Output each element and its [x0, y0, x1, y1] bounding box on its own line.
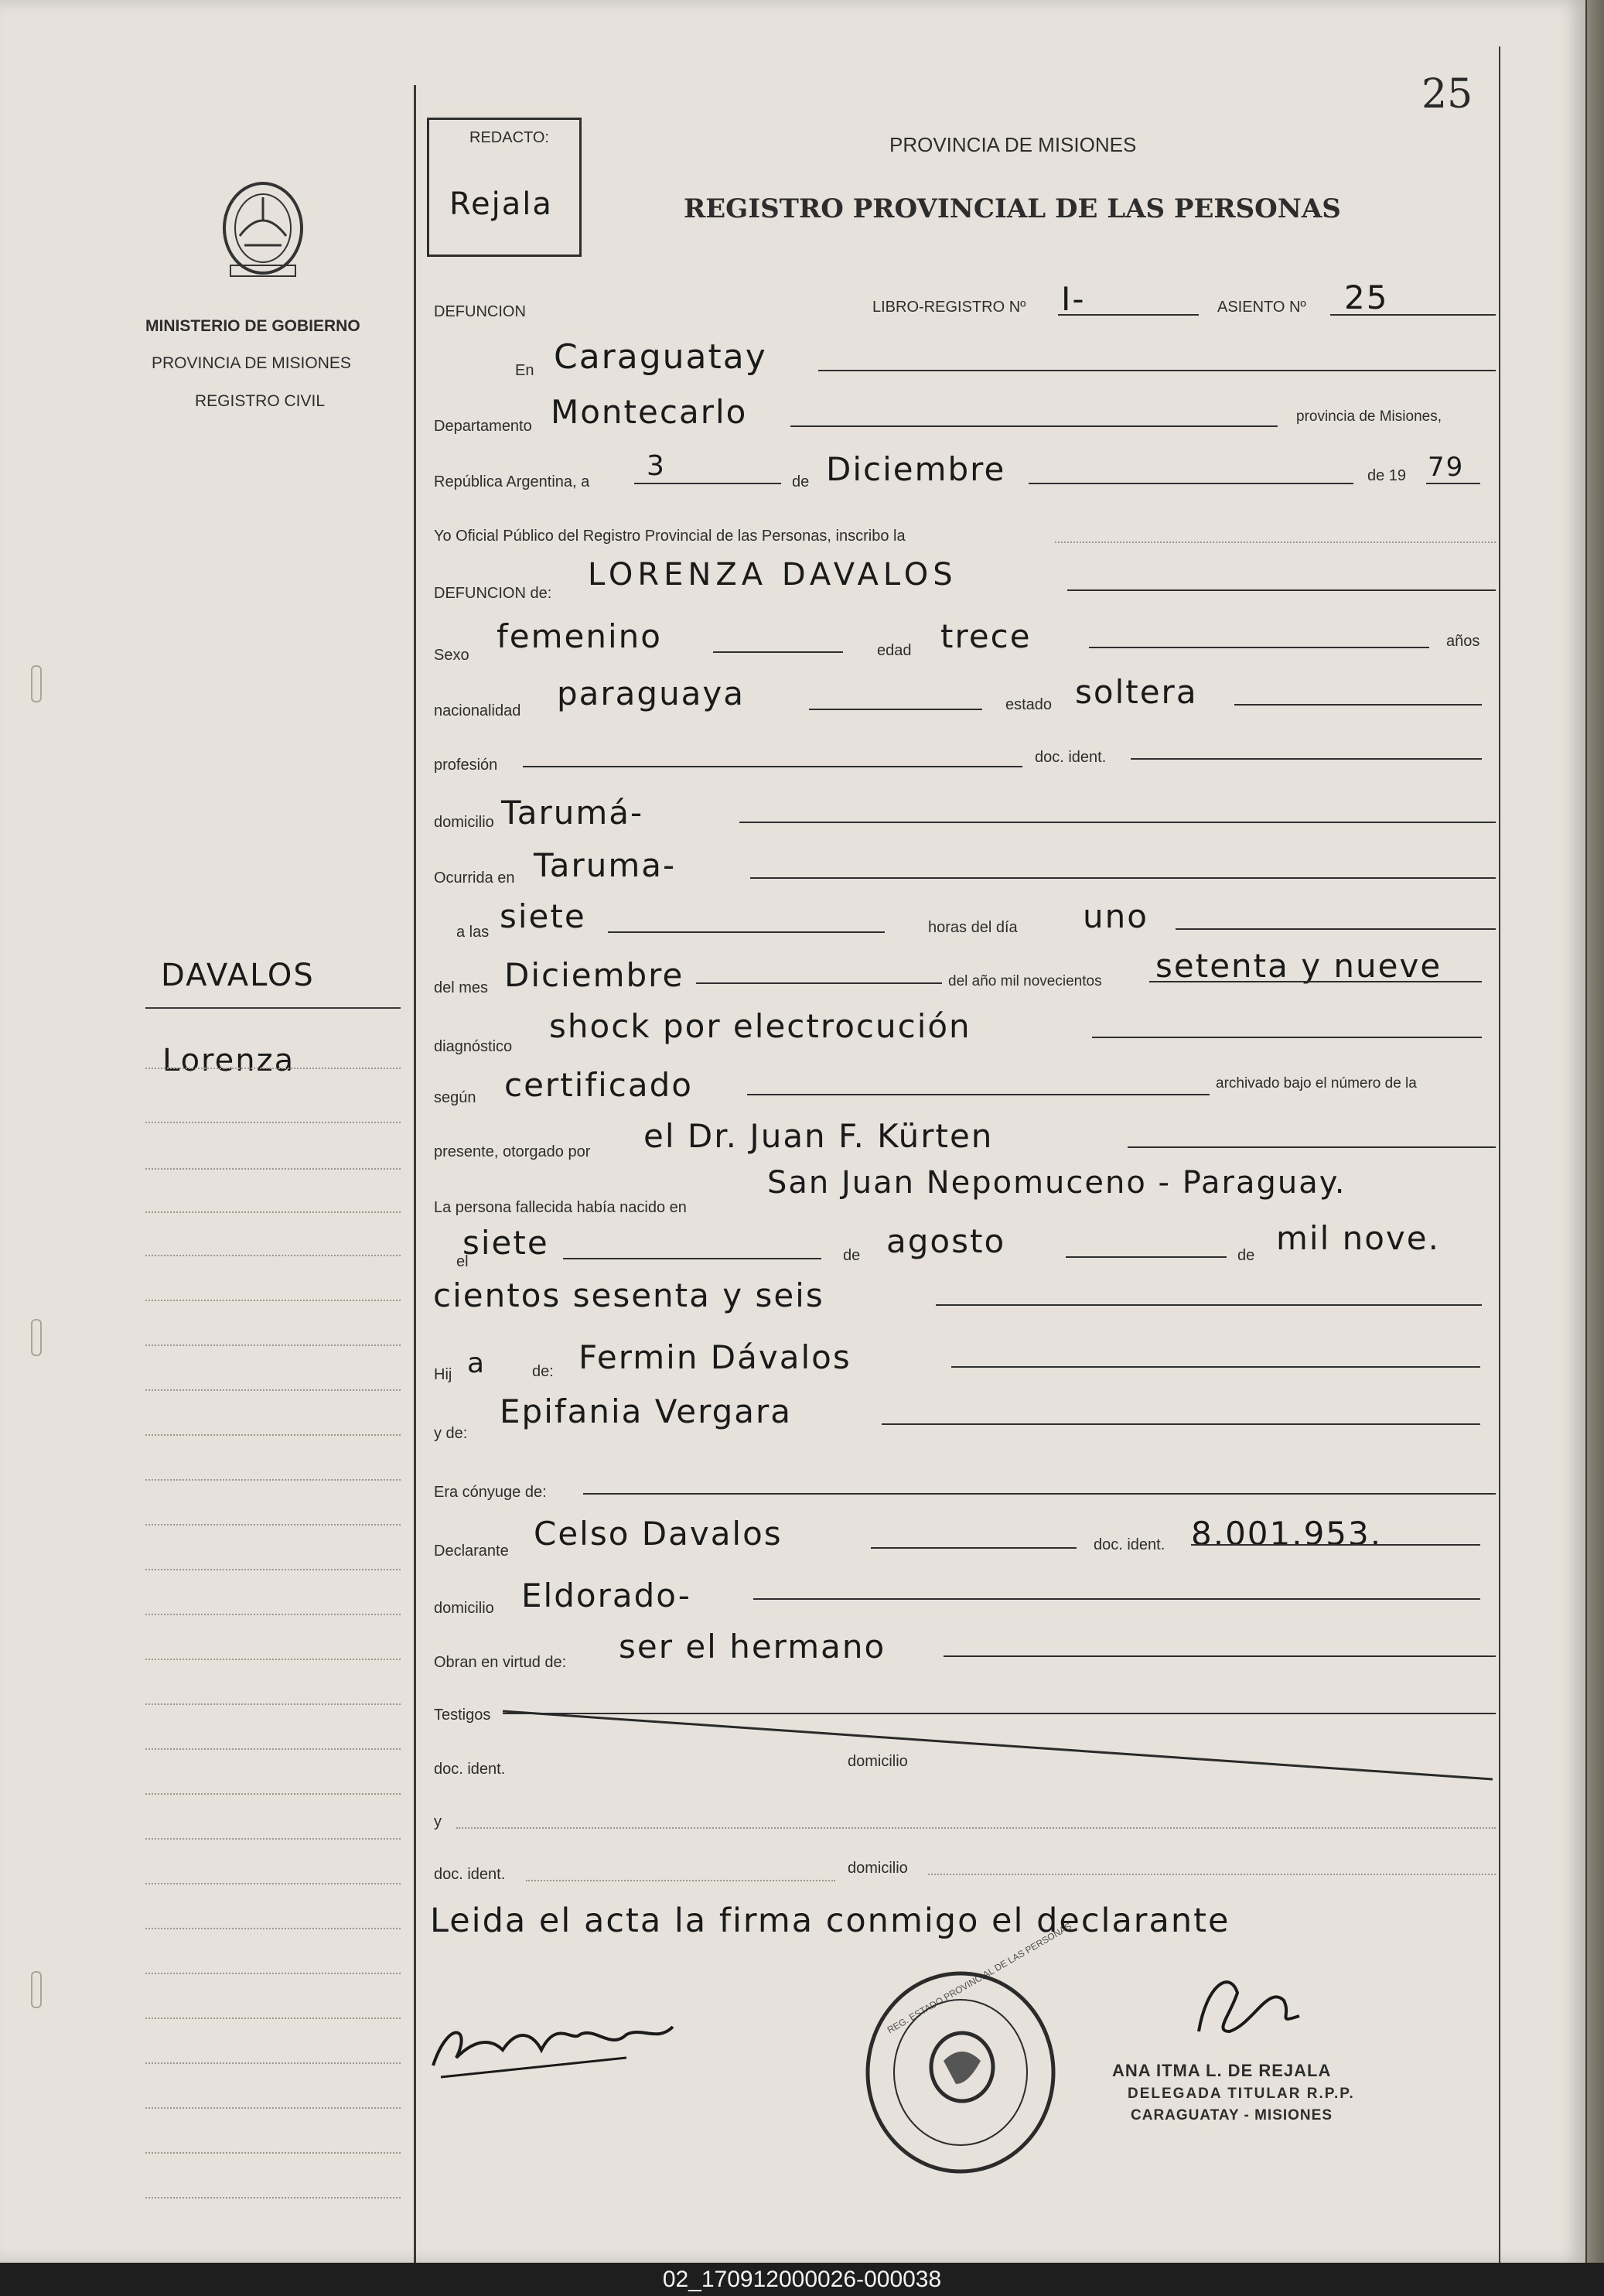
- presente-value: el Dr. Juan F. Kürten: [643, 1117, 994, 1155]
- anomil-line: [1149, 981, 1482, 982]
- image-caption: 02_170912000026-000038: [0, 2263, 1604, 2296]
- provincial-seal-icon: [217, 174, 309, 282]
- sexo-value: femenino: [497, 617, 662, 655]
- segun-value: certificado: [504, 1066, 693, 1104]
- official-name: ANA ITMA L. DE REJALA: [1112, 2061, 1332, 2080]
- testigo-dom-label: domicilio: [848, 1753, 908, 1770]
- staple: [31, 665, 42, 702]
- declarante-value: Celso Davalos: [534, 1515, 783, 1553]
- obran-label: Obran en virtud de:: [434, 1654, 567, 1671]
- ministry-province: PROVINCIA DE MISIONES: [152, 354, 351, 372]
- nacionalidad-label: nacionalidad: [434, 702, 521, 719]
- testigo-doc-label: doc. ident.: [434, 1761, 506, 1778]
- alas-label: a las: [456, 924, 490, 941]
- sexo-label: Sexo: [434, 647, 469, 664]
- official-signature: [1183, 1962, 1307, 2047]
- header-registry: REGISTRO PROVINCIAL DE LAS PERSONAS: [684, 193, 1341, 224]
- nacido-value: San Juan Nepomuceno - Paraguay.: [767, 1165, 1346, 1201]
- segun-label: según: [434, 1089, 476, 1106]
- en-line: [818, 370, 1496, 371]
- anomil-value: setenta y nueve: [1155, 947, 1442, 985]
- delmes-value: Diciembre: [504, 956, 684, 994]
- obran-line: [944, 1655, 1496, 1657]
- oficial-line: [1055, 542, 1496, 543]
- testigos-label: Testigos: [434, 1707, 491, 1724]
- domicilio-value: Tarumá-: [501, 794, 644, 832]
- domicilio2-line: [753, 1598, 1480, 1600]
- hijde-label: de:: [532, 1363, 554, 1380]
- departamento-label: Departamento: [434, 418, 532, 435]
- estado-value: soltera: [1075, 673, 1198, 711]
- conyuge-line: [583, 1493, 1496, 1495]
- month-line: [1029, 483, 1353, 484]
- el-line: [563, 1258, 821, 1259]
- frame-right-line: [1499, 46, 1500, 2263]
- declarante-doc-line: [1191, 1544, 1480, 1546]
- ocurrida-line: [750, 877, 1496, 879]
- domicilio-label: domicilio: [434, 814, 494, 831]
- cientos-line: [936, 1304, 1482, 1306]
- testigo2-doc-line: [526, 1880, 835, 1881]
- ocurrida-value: Taruma-: [534, 846, 677, 884]
- asiento-value: 25: [1344, 278, 1389, 316]
- testigo2-dom-label: domicilio: [848, 1860, 908, 1877]
- de2-label: de: [843, 1247, 861, 1264]
- redacto-box: [427, 118, 582, 257]
- redacto-label: REDACTO:: [469, 129, 549, 146]
- closing-value: Leida el acta la firma conmigo el declarante: [430, 1901, 1230, 1940]
- frame-left-line: [414, 85, 416, 2263]
- ocurrida-label: Ocurrida en: [434, 870, 515, 887]
- delmes-label: del mes: [434, 979, 489, 996]
- official-title: DELEGADA TITULAR R.P.P.: [1128, 2086, 1355, 2102]
- asiento-label: ASIENTO Nº: [1217, 299, 1306, 316]
- cientos-value: cientos sesenta y seis: [433, 1276, 824, 1314]
- yde-label: y de:: [434, 1425, 468, 1442]
- testigo2-dom-line: [928, 1874, 1496, 1875]
- archivado-label: archivado bajo el número de la: [1216, 1075, 1417, 1092]
- nacionalidad-value: paraguaya: [557, 675, 746, 712]
- diagnostico-label: diagnóstico: [434, 1038, 513, 1055]
- month-value: Diciembre: [826, 450, 1006, 488]
- doc-ident-label: doc. ident.: [1035, 749, 1107, 766]
- asiento-line: [1330, 314, 1496, 316]
- margin-given-name: Lorenza: [162, 1043, 295, 1078]
- registry-stamp-icon: [860, 1920, 1073, 2177]
- edad-label: edad: [877, 642, 912, 659]
- departamento-line: [790, 425, 1278, 427]
- hij-suffix: a: [467, 1348, 486, 1379]
- official-place: CARAGUATAY - MISIONES: [1131, 2107, 1333, 2123]
- testigo2-doc-label: doc. ident.: [434, 1866, 506, 1883]
- deceased-name: LORENZA DAVALOS: [588, 557, 957, 593]
- hij-label: Hij: [434, 1366, 452, 1383]
- de3-label: de: [1237, 1247, 1255, 1264]
- oficial-text: Yo Oficial Público del Registro Provincial de las Personas, inscribo la: [434, 528, 906, 545]
- conyuge-label: Era cónyuge de:: [434, 1484, 547, 1501]
- profesion-label: profesión: [434, 757, 498, 774]
- el-label: el: [456, 1253, 469, 1270]
- defuncion-label: DEFUNCION: [434, 303, 526, 320]
- domicilio2-value: Eldorado-: [521, 1577, 691, 1614]
- deceased-line: [1067, 589, 1496, 591]
- anomil-label: del año mil novecientos: [948, 973, 1102, 989]
- declarant-signature: [425, 2004, 681, 2089]
- departamento-value: Montecarlo: [551, 393, 748, 431]
- year-line: [1426, 483, 1480, 484]
- day-value: 3: [647, 450, 666, 482]
- margin-divider: [145, 1007, 401, 1009]
- de3-value: mil nove.: [1276, 1219, 1440, 1257]
- anos-label: años: [1446, 633, 1480, 650]
- sexo-line: [713, 651, 843, 653]
- domicilio2-label: domicilio: [434, 1600, 494, 1617]
- horas-label: horas del día: [928, 919, 1018, 936]
- diagnostico-line: [1092, 1037, 1482, 1038]
- en-label: En: [515, 362, 534, 379]
- republica-label: República Argentina, a: [434, 473, 590, 490]
- nacido-label: La persona fallecida había nacido en: [434, 1199, 687, 1216]
- staple: [31, 1319, 42, 1356]
- libro-value: I-: [1061, 280, 1086, 318]
- father-value: Fermin Dávalos: [578, 1338, 851, 1376]
- obran-value: ser el hermano: [619, 1628, 886, 1666]
- book-edge: [1587, 0, 1604, 2263]
- doc-ident-line: [1131, 758, 1482, 760]
- libro-line: [1058, 314, 1199, 316]
- testigo-y-label: y: [434, 1813, 442, 1830]
- defuncion-de-label: DEFUNCION de:: [434, 585, 552, 602]
- day-line: [634, 483, 781, 484]
- de2-value: agosto: [886, 1222, 1006, 1260]
- redacto-value: Rejala: [449, 186, 553, 222]
- mother-value: Epifania Vergara: [500, 1392, 793, 1430]
- el-value: siete: [462, 1224, 549, 1262]
- diagnostico-value: shock por electrocución: [549, 1007, 971, 1045]
- testigos-strike-line: [495, 1702, 1500, 1787]
- page-number: 25: [1421, 71, 1473, 118]
- staple: [31, 1971, 42, 2008]
- header-province: PROVINCIA DE MISIONES: [889, 133, 1137, 156]
- de2-line: [1066, 1256, 1227, 1258]
- declarante-label: Declarante: [434, 1543, 509, 1560]
- delmes-line: [696, 982, 942, 984]
- edad-line: [1089, 647, 1429, 648]
- alas-value: siete: [500, 897, 586, 935]
- presente-label: presente, otorgado por: [434, 1143, 591, 1160]
- estado-line: [1234, 704, 1482, 706]
- ministry-title: MINISTERIO DE GOBIERNO: [145, 317, 360, 335]
- domicilio-line: [739, 822, 1496, 823]
- de-label: de: [792, 473, 810, 490]
- father-line: [951, 1366, 1480, 1368]
- provincia-label: provincia de Misiones,: [1296, 408, 1442, 425]
- declarante-doc-label: doc. ident.: [1094, 1536, 1165, 1553]
- declarante-doc-value: 8.001.953.: [1191, 1515, 1383, 1553]
- profesion-line: [523, 766, 1022, 767]
- segun-line: [747, 1094, 1210, 1095]
- horas-line: [1176, 928, 1496, 930]
- estado-label: estado: [1005, 696, 1053, 713]
- horas-value: uno: [1083, 897, 1148, 935]
- mother-line: [882, 1423, 1480, 1425]
- edad-value: trece: [940, 617, 1032, 655]
- libro-label: LIBRO-REGISTRO Nº: [872, 299, 1026, 316]
- alas-line: [608, 931, 885, 933]
- stamp-text: REG. ESTADO PROVINCIAL DE LAS PERSONAS: [885, 1920, 1073, 2036]
- de-year-label: de 19: [1367, 467, 1407, 484]
- ministry-registry: REGISTRO CIVIL: [195, 392, 326, 410]
- year-value: 79: [1428, 452, 1465, 483]
- nacionalidad-line: [809, 709, 982, 710]
- en-value: Caraguatay: [554, 337, 767, 377]
- presente-line: [1128, 1146, 1496, 1148]
- testigo-y-line: [456, 1827, 1496, 1829]
- margin-surname: DAVALOS: [161, 958, 315, 993]
- declarante-line: [871, 1547, 1077, 1549]
